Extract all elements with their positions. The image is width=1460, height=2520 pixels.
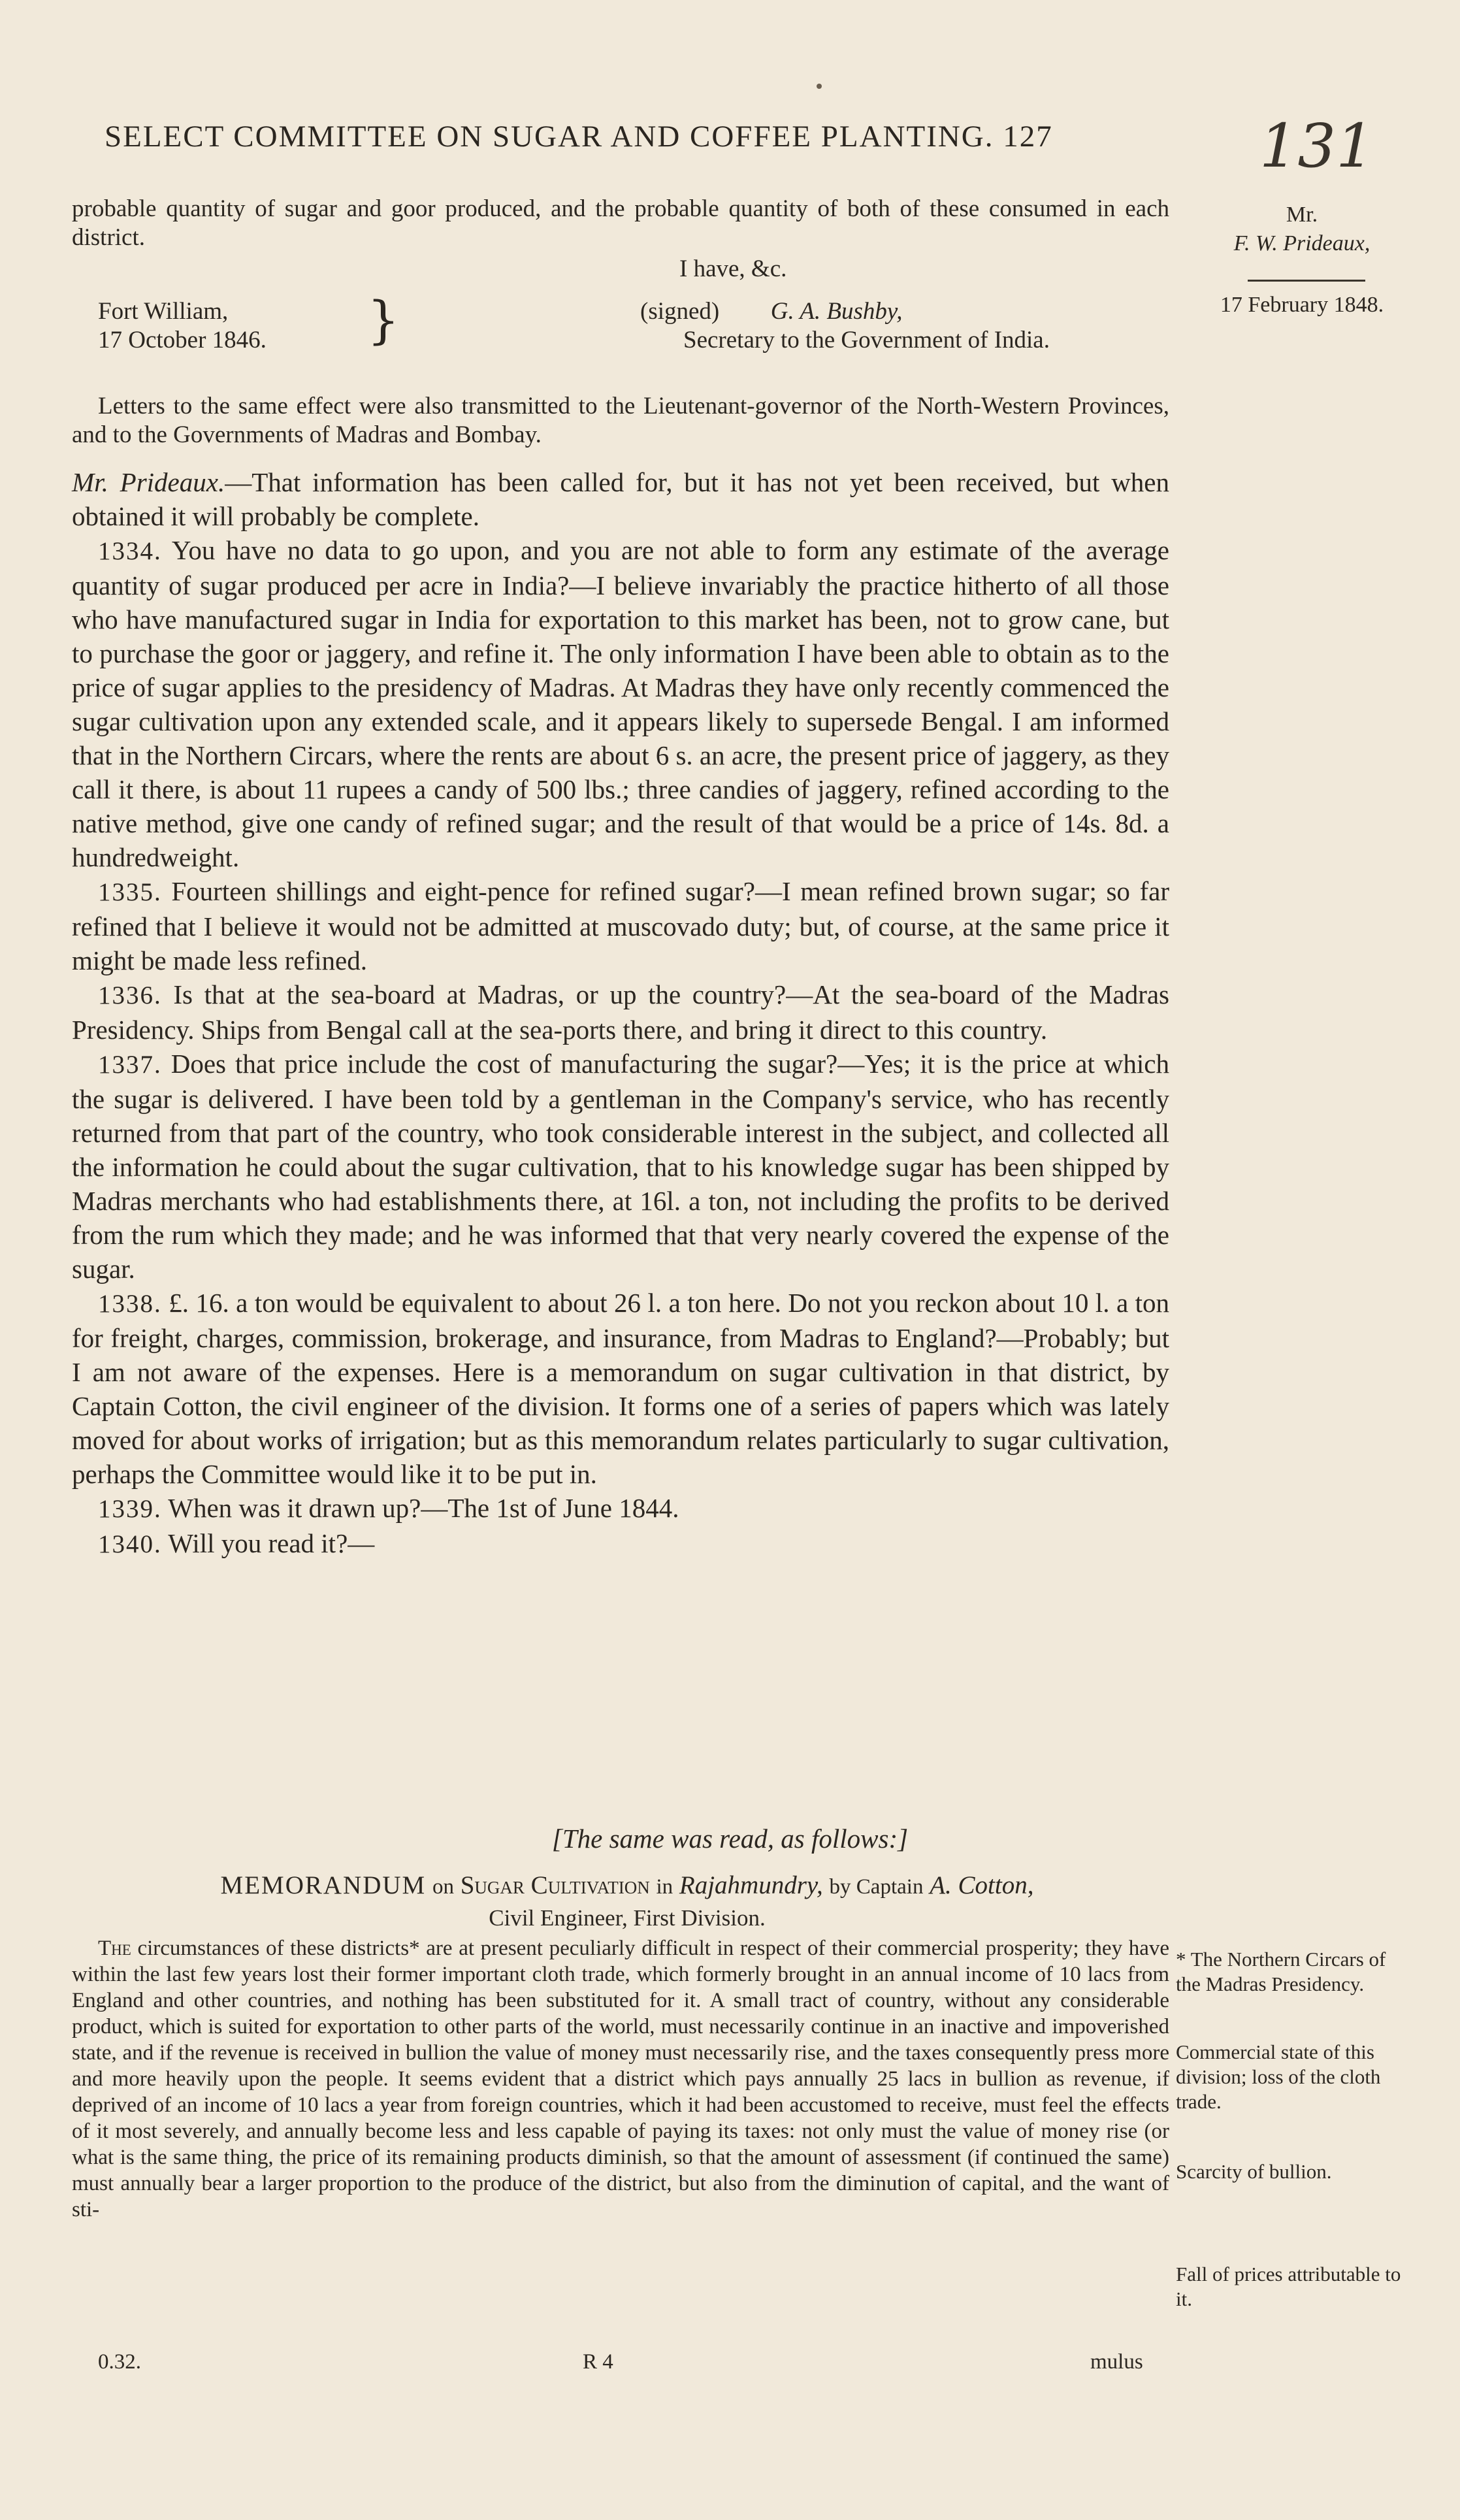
paragraph-text: £. 16. a ton would be equivalent to about 26 l. a ton here. Do not you reckon about 10 l. a ton for freight, charges, commission, brokerage, and insurance, from Madras to England?—Probably; but I am not aware of the expenses. Here is a memorandum on sugar cultivation in that district, by Captain Cotton, the civil engineer of the division. It forms one of a series of papers which was lately moved for about works of irrigation; but as this memorandum relates particularly to sugar cultivation, perhaps the Committee would like it to be put in. [72,1288,1170,1489]
memo-title-b: on [432,1875,454,1899]
testimony-paragraph [72,1286,1169,1491]
signatory-name: G. A. Bushby, [770,298,903,325]
memo-title-g: A. Cotton, [930,1871,1034,1899]
memo-body-text: circumstances of these districts* are at present peculiarly difficult in respect of their commercial prosperity; they have within the last few years lost their former important cloth trade, which formerly brought in an annual income of 10 lacs from England and other countries, and nothing has been substituted for it. A small tract of country, without any considerable product, which is suited for exportation to other parts of the world, must necessarily continue in an inactive and impoverished state, and if the revenue is received in bullion the value of money must necessarily rise, and the taxes consequently press more and more heavily upon the people. It seems evident that a district which pays annually 25 lacs in bullion as revenue, if deprived of an income of 10 lacs a year from foreign countries, which it had been accustomed to receive, must feel the effects of it most severely, and annually become less and less capable of paying its taxes: not only must the value of money rise (or what is the same thing, the price of its remaining products diminish, so that the amount of assessment (if continued the same) must annually bear a larger proportion to the produce of the district, but also from the diminution of capital, and the want of sti- [72,1937,1170,2221]
paragraph-text: Is that at the sea-board at Madras, or up the country?—At the sea-board of the Madras Presidency. Ships from Bengal call at the sea-ports there, and bring it direct to this country. [72,979,1169,1045]
memo-subtitle: Civil Engineer, First Division. [489,1905,766,1931]
paragraph-text: —That information has been called for, but it has not yet been received, but when obtained it will probably be complete. [72,467,1169,531]
read-note: [The same was read, as follows:] [551,1824,909,1854]
memo-title-f: by Captain [829,1875,924,1899]
paragraph-text: Fourteen shillings and eight-pence for refined sugar?—I mean refined brown sugar; so far refined that I believe it would not be admitted at muscovado duty; but, of course, at the same price it might be made less refined. [72,876,1170,975]
memo-lead-word: The [98,1937,131,1960]
testimony-paragraph [72,874,1169,977]
opening-line: probable quantity of sugar and goor produced, and the probable quantity of both of these consumed in each district. [72,195,1169,251]
signed-label: (signed) [640,298,720,325]
side-note-fall-of-prices: Fall of prices attributable to it. [1176,2263,1401,2310]
margin-witness-prefix: Mr. [1286,203,1318,227]
margin-date: 17 February 1848. [1220,293,1384,317]
footer-signature-mark: 0.32. [98,2350,141,2374]
memorandum-title [85,1870,1169,1934]
header-page-number: 127 [1003,120,1053,154]
question-number: 1336. [98,981,162,1009]
question-number: 1334. [98,537,162,565]
margin-rule [1248,280,1365,282]
letters-note: Letters to the same effect were also transmitted to the Lieutenant-governor of the North-Western Provinces, and to the Governments of Madras and Bombay. [72,393,1169,448]
signature-date: 17 October 1846. [98,327,267,353]
speaker-name: Mr. Prideaux. [72,467,225,497]
side-note-scarcity-bullion: Scarcity of bullion. [1176,2160,1332,2183]
paragraph-text: Will you read it?— [168,1528,375,1558]
testimony-paragraph [72,1047,1169,1286]
memorandum-body [72,1935,1169,2223]
side-note-commercial-state: Commercial state of this division; loss of the cloth trade. [1176,2040,1381,2113]
footer-gathering-mark: R 4 [583,2350,613,2374]
handwritten-folio-number: 131 [1259,111,1374,181]
side-note-northern-circars: * The Northern Circars of the Madras Presidency. [1176,1948,1386,1995]
memo-title-a: MEMORANDUM [220,1871,427,1899]
signature-block [640,297,1050,355]
testimony-paragraph [72,465,1169,533]
signatory-title: Secretary to the Government of India. [683,327,1050,353]
testimony-paragraph [72,1526,1169,1562]
header-title: SELECT COMMITTEE ON SUGAR AND COFFEE PLANTING. [105,120,994,154]
letter-closing: I have, &c. [679,255,787,282]
signature-place-date [98,297,267,355]
ink-speck [817,84,822,89]
memo-title-c: Sugar Cultivation [460,1871,650,1899]
testimony-body [72,465,1169,1562]
memo-title-d: in [656,1875,673,1899]
paragraph-text: Does that price include the cost of manufacturing the sugar?—Yes; it is the price at which the sugar is delivered. I have been told by a gentleman in the Company's service, who has recently returned from that part of the country, who took considerable interest in the subject, and collected all the information he could about the sugar cultivation, that to his knowledge sugar has been shipped by Madras merchants who had establishments there, at 16l. a ton, not including the profits to be derived from the rum which they made; and he was informed that that very nearly covered the expense of the sugar. [72,1049,1169,1284]
margin-witness-name: F. W. Prideaux, [1233,231,1371,255]
question-number: 1340. [98,1530,162,1558]
question-number: 1337. [98,1051,162,1079]
question-number: 1338. [98,1290,162,1318]
question-number: 1335. [98,878,162,906]
testimony-paragraph [72,977,1169,1047]
testimony-paragraph [72,1491,1169,1526]
testimony-paragraph [72,533,1169,874]
running-header [105,119,1176,154]
footer-catchword: mulus [1090,2350,1143,2374]
paragraph-text: When was it drawn up?—The 1st of June 1844. [168,1493,679,1523]
brace-glyph: } [367,291,400,350]
paragraph-text: You have no data to go upon, and you are not able to form any estimate of the average quantity of sugar produced per acre in India?—I believe invariably the practice hitherto of all those who have manufactured sugar in India for exportation to this market has been, not to grow cane, but to purchase the goor or jaggery, and refine it. The only information I have been able to obtain as to the price of sugar applies to the presidency of Madras. At Madras they have only recently commenced the sugar cultivation upon any extended scale, and it appears likely to supersede Bengal. I am informed that in the Northern Circars, where the rents are about 6 s. an acre, the present price of jaggery, as they call it there, is about 11 rupees a candy of 500 lbs.; three candies of jaggery, refined according to the native method, give one candy of refined sugar; and the result of that would be a price of 14s. 8d. a hundredweight. [72,535,1169,872]
question-number: 1339. [98,1495,162,1523]
signature-place: Fort William, [98,298,229,325]
memo-title-e: Rajahmundry, [679,1871,823,1899]
